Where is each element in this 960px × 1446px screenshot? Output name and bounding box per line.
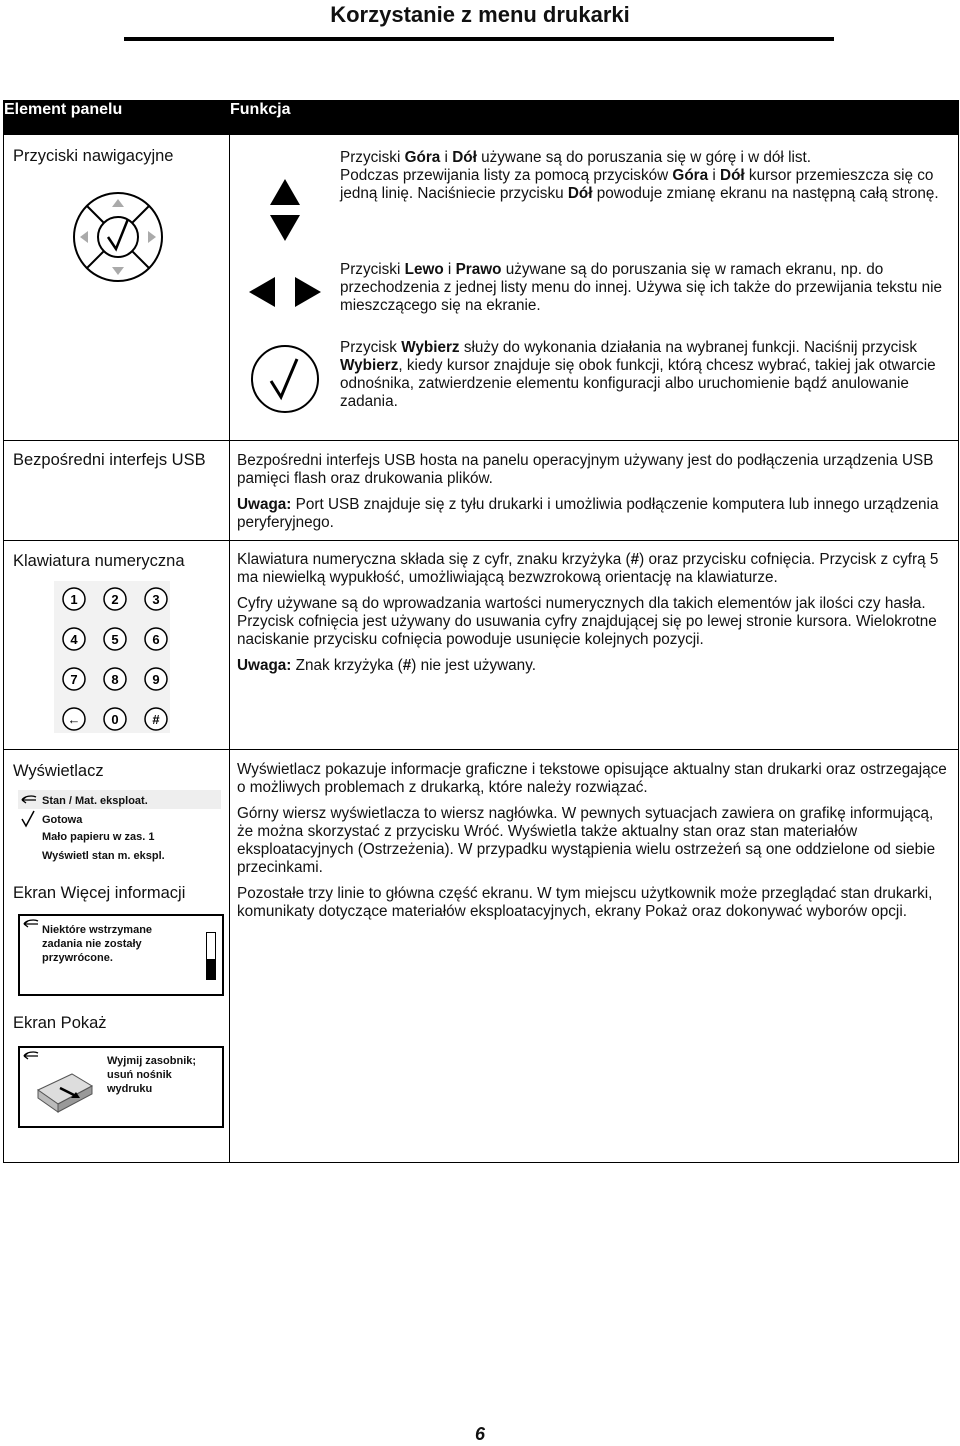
updown-section	[230, 135, 958, 243]
keypad-key-label: 5	[111, 632, 119, 647]
table-row	[4, 135, 959, 441]
display-text-3: Pozostałe trzy linie to główna część ekranu. W tym miejscu użytkownik może przeglądać stan drukarki, komunikaty dotyczące materiałów eksploatacyjnych, ekrany Pokaż oraz dokonywać wyborów opcji.	[237, 885, 933, 920]
leftright-section	[230, 261, 958, 323]
keypad-key-label: 9	[152, 672, 160, 687]
col-element-header: Element panelu	[4, 101, 230, 135]
page-title: Korzystanie z menu drukarki	[330, 2, 630, 27]
panel-elements-table	[3, 100, 959, 1163]
usb-label: Bezpośredni interfejs USB	[13, 451, 206, 469]
keypad-key[interactable]	[145, 668, 167, 690]
checkmark-icon	[20, 810, 36, 828]
more-info-label: Ekran Więcej informacji	[13, 884, 186, 902]
keypad-key-label: 7	[70, 672, 78, 687]
more-info-screen	[18, 914, 224, 996]
table-row	[4, 441, 959, 541]
keypad-key[interactable]	[63, 588, 85, 610]
updown-text-2: Podczas przewijania listy za pomocą przycisków Góra i Dół kursor przemieszcza się co jedną linię. Naciśniecie przycisku Dół powoduje zmianę ekranu na następną całą stronę.	[340, 167, 939, 202]
nav-buttons-label: Przyciski nawigacyjne	[13, 147, 174, 165]
keypad-key-label: 1	[70, 592, 78, 607]
usb-note: Uwaga: Port USB znajduje się z tyłu drukarki i umożliwia podłączenie komputera lub innego urządzenia peryferyjnego.	[237, 496, 939, 531]
show-screen	[18, 1046, 224, 1128]
scrollbar[interactable]	[206, 932, 216, 980]
display-line: Mało papieru w zas. 1	[42, 831, 155, 843]
keypad-key[interactable]	[104, 708, 126, 730]
keypad-text-1: Klawiatura numeryczna składa się z cyfr, znaku krzyżyka (#) oraz przycisku cofnięcia. Przycisk z cyfrą 5 ma niewielką wypukłość, umożliwiającą bezwzrokową orientację na klawiaturze.	[237, 551, 939, 586]
keypad-key-label: 8	[111, 672, 119, 687]
keypad-key[interactable]	[145, 588, 167, 610]
select-button-icon	[249, 343, 321, 415]
remove-tray-icon	[34, 1068, 94, 1114]
keypad-key-label: 6	[152, 632, 160, 647]
table-header-row	[4, 101, 959, 135]
display-text-1: Wyświetlacz pokazuje informacje graficzne i tekstowe opisujące aktualny stan drukarki oraz ostrzegające o możliwych problemach z drukarką, które należy rozwiązać.	[237, 761, 947, 796]
keypad-key-label: 2	[111, 592, 119, 607]
keypad-key[interactable]	[63, 708, 85, 730]
keypad-icon	[4, 577, 230, 737]
updown-text-1: Przyciski Góra i Dół używane są do poruszania się w górę i w dół list.	[340, 149, 812, 166]
keypad-key[interactable]	[63, 668, 85, 690]
up-down-arrows-icon	[270, 177, 300, 243]
keypad-key-label: 4	[70, 632, 78, 647]
usb-text: Bezpośredni interfejs USB hosta na panelu operacyjnym używany jest do podłączenia urządzenia USB pamięci flash oraz drukowania plików.	[237, 452, 934, 487]
keypad-note: Uwaga: Znak krzyżyka (#) nie jest używany.	[237, 657, 536, 674]
keypad-key[interactable]	[145, 628, 167, 650]
keypad-key[interactable]	[104, 628, 126, 650]
keypad-key-label: 3	[152, 592, 160, 607]
keypad-key[interactable]	[104, 668, 126, 690]
keypad-key[interactable]	[104, 588, 126, 610]
keypad-text-2: Cyfry używane są do wprowadzania wartości numerycznych dla takich elementów jak ilości czy hasła. Przycisk cofnięcia jest używany do usuwania cyfry znajdującej się po lewej stronie kursora. Wielokrotne naciskanie przycisku cofnięcia powoduje usunięcie kolejnych pozycji.	[237, 595, 937, 648]
back-arrow-icon	[20, 794, 38, 806]
left-right-arrows-icon	[249, 274, 321, 310]
page-number: 6	[474, 1424, 485, 1444]
more-info-text: Niektóre wstrzymane zadania nie zostały przywrócone.	[42, 924, 153, 964]
table-row	[4, 750, 959, 1163]
display-header-line: Stan / Mat. eksploat.	[18, 790, 221, 809]
keypad-key-label: ←	[67, 712, 81, 727]
leftright-text: Przyciski Lewo i Prawo używane są do poruszania się w ramach ekranu, np. do przechodzenia z jednej listy menu do innej. Używa się ich także do przewijania tekstu nie mieszczącego się na ekranie.	[340, 261, 942, 314]
keypad-label: Klawiatura numeryczna	[13, 552, 185, 570]
col-function-header: Funkcja	[230, 101, 959, 135]
display-text-2: Górny wiersz wyświetlacza to wiersz nagłówka. W pewnych sytuacjach zawiera on grafikę informującą, że można skorzystać z przycisku Wróć. Wyświetla także aktualny stan oraz stan materiałów eksploatacyjnych (Ostrzeżenia). W przypadku wystąpienia wielu ostrzeżeń są one oddzielone od siebie przecinkami.	[237, 805, 936, 876]
display-line: Wyświetl stan m. ekspl.	[42, 850, 165, 862]
back-arrow-icon	[22, 1050, 40, 1062]
title-rule	[124, 37, 834, 41]
keypad-key[interactable]	[145, 708, 167, 730]
display-line-selected: Gotowa	[18, 809, 221, 828]
show-screen-label: Ekran Pokaż	[13, 1014, 107, 1032]
table-row	[4, 541, 959, 750]
back-arrow-icon	[22, 918, 40, 930]
nav-pad-icon	[4, 175, 230, 305]
keypad-key-label: 0	[111, 712, 119, 727]
display-screen	[18, 790, 221, 866]
show-screen-text: Wyjmij zasobnik; usuń nośnik wydruku	[107, 1055, 197, 1095]
keypad-key-label: #	[152, 712, 160, 727]
select-section	[230, 339, 958, 419]
scrollbar-thumb[interactable]	[207, 959, 215, 979]
keypad-key[interactable]	[63, 628, 85, 650]
display-label: Wyświetlacz	[13, 762, 104, 780]
select-text: Przycisk Wybierz służy do wykonania działania na wybranej funkcji. Naciśnij przycisk Wybierz, kiedy kursor znajduje się obok funkcji, którą chcesz wybrać, takiej jak otwarcie odnośnika, zatwierdzenie elementu konfiguracji albo uruchomienie bądź anulowanie zadania.	[340, 339, 936, 410]
